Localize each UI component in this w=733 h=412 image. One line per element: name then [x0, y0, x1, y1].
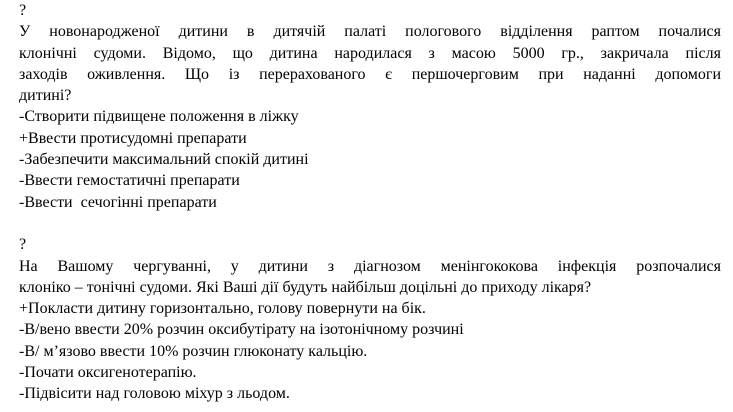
- answer-option-correct: +Покласти дитину горизонтально, голову повернути на бік.: [19, 300, 426, 318]
- question-marker: ?: [19, 2, 27, 19]
- answer-option: -Ввести сечогінні препарати: [19, 193, 217, 211]
- question-text-line: дитині?: [19, 87, 72, 105]
- answer-option: -Забезпечити максимальний спокій дитині: [19, 151, 309, 169]
- answer-option-correct: +Ввести протисудомні препарати: [19, 129, 247, 147]
- answer-option: -В/вено ввести 20% розчин оксибутірату на ізотонічному розчині: [19, 321, 464, 339]
- question-text-line: У новонародженої дитини в дитячій палаті пологового відділення раптом почалися: [19, 23, 721, 41]
- question-text-line: заходів оживлення. Що із перерахованого є першочерговим при наданні допомоги: [19, 65, 721, 83]
- answer-option: -В/ м’язово ввести 10% розчин глюконату кальцію.: [19, 342, 368, 360]
- blank-line: [19, 213, 721, 234]
- question-text-line: На Вашому чергуванні, у дитини з діагнозом менінгококова інфекція розпочалися: [19, 257, 721, 275]
- question-text-line: клоніко – тонічні судоми. Які Ваші дії будуть найбільш доцільні до приходу лікаря?: [19, 278, 592, 296]
- answer-option: -Ввести гемостатичні препарати: [19, 172, 240, 190]
- question-2: [19, 234, 721, 404]
- answer-option: -Створити підвищене положення в ліжку: [19, 108, 299, 126]
- question-marker: ?: [19, 236, 27, 254]
- question-1: [19, 0, 721, 213]
- answer-option: -Підвісити над головою міхур з льодом.: [19, 385, 290, 403]
- answer-option: -Почати оксигенотерапію.: [19, 364, 197, 382]
- document-page: [19, 0, 721, 405]
- question-text-line: клонічні судоми. Відомо, що дитина народилася з масою 5000 гр., закричала після: [19, 44, 721, 62]
